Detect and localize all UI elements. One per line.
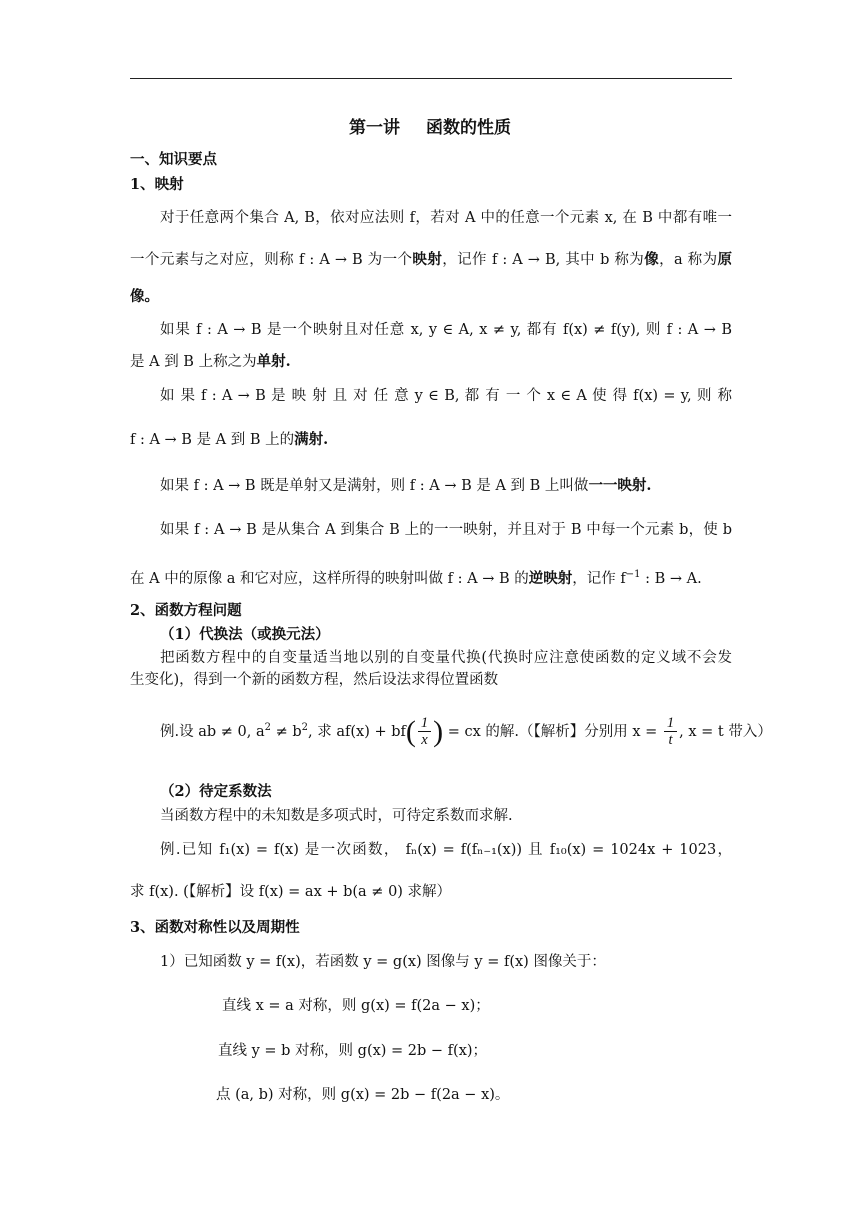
injection-line1: 如果 f : A → B 是一个映射且对任意 x, y ∈ A, x ≠ y, 都有 f(x) ≠ f(y), 则 f : A → B	[160, 322, 732, 338]
inverse-line2	[130, 565, 702, 589]
method-undetermined-coefficients: （2）待定系数法	[160, 783, 272, 800]
page-title	[0, 118, 860, 138]
term-bijection: 一一映射.	[588, 477, 652, 494]
section-symmetry-periodicity: 3、函数对称性以及周期性	[130, 919, 300, 936]
fraction-denominator: t	[668, 732, 673, 749]
surjection-line1: 如 果 f : A → B 是 映 射 且 对 任 意 y ∈ B, 都 有 一 个 x ∈ A 使 得 f(x) = y, 则 称	[160, 388, 732, 404]
inverse-line1: 如果 f : A → B 是从集合 A 到集合 B 上的一一映射，并且对于 B 中每一个元素 b，使 b	[160, 522, 732, 538]
undetermined-coefficients-desc: 当函数方程中的未知数是多项式时，可待定系数而求解.	[160, 808, 513, 824]
text-run: ，记作 f : A → B, 其中 b 称为	[442, 252, 645, 268]
text-run: = cx 的解.（【解析】分别用 x =	[443, 723, 662, 740]
text-run: 如果 f : A → B 既是单射又是满射，则 f : A → B 是 A 到 B 上叫做	[160, 478, 589, 494]
term-injection: 单射.	[256, 353, 291, 370]
title-part1: 第一讲	[349, 118, 400, 138]
symmetry-case-line-y: 直线 y = b 对称，则 g(x) = 2b − f(x)；	[218, 1043, 488, 1059]
section-functional-equations: 2、函数方程问题	[130, 602, 242, 619]
header-rule	[130, 78, 732, 79]
mapping-def-line2	[130, 250, 732, 270]
substitution-desc-line1: 把函数方程中的自变量适当地以别的自变量代换(代换时应注意使函数的定义域不会发	[160, 650, 732, 666]
text-run: 在 A 中的原像 a 和它对应，这样所得的映射叫做 f : A → B 的	[130, 570, 529, 587]
symmetry-case-line-x: 直线 x = a 对称，则 g(x) = f(2a − x)；	[222, 998, 490, 1014]
symmetry-case-point: 点 (a, b) 对称，则 g(x) = 2b − f(2a − x)。	[216, 1087, 510, 1103]
mapping-def-line1: 对于任意两个集合 A, B，依对应法则 f，若对 A 中的任意一个元素 x, 在 B 中都有唯一	[160, 210, 732, 226]
text-run: 一个元素与之对应，则称 f : A → B 为一个	[130, 252, 413, 268]
text-run: ≠ b	[270, 723, 302, 740]
text-run: ，a 称为	[659, 252, 718, 268]
title-part2: 函数的性质	[426, 118, 511, 138]
example-2-line2: 求 f(x). (【解析】设 f(x) = ax + b(a ≠ 0) 求解）	[130, 884, 452, 900]
paren-right: )	[433, 714, 444, 748]
fraction-1-over-x	[418, 715, 431, 748]
substitution-desc-line2: 生变化)，得到一个新的函数方程，然后设法求得位置函数	[130, 672, 499, 688]
text-run: , 求 af(x) + bf	[308, 723, 406, 740]
fraction-numerator: 1	[418, 715, 431, 732]
injection-line2	[130, 352, 291, 372]
term-surjection: 满射.	[294, 431, 329, 448]
paren-left: (	[405, 714, 416, 748]
superscript: −1	[625, 569, 641, 580]
text-run: : B → A.	[640, 570, 702, 587]
text-run: 例.设 ab ≠ 0, a	[160, 723, 265, 740]
mapping-def-line3: 像。	[130, 288, 159, 305]
text-run: ，记作 f	[572, 570, 626, 587]
section-heading-knowledge: 一、知识要点	[130, 151, 217, 168]
subsection-mapping: 1、映射	[130, 176, 184, 193]
text-run: , x = t 带入）	[679, 723, 772, 740]
text-run: f : A → B 是 A 到 B 上的	[130, 432, 295, 448]
superscript: 2	[301, 722, 309, 733]
fraction-denominator: x	[421, 732, 428, 749]
fraction-numerator: 1	[664, 715, 677, 732]
term-preimage-part1: 原	[717, 251, 733, 268]
text-run: 是 A 到 B 上称之为	[130, 354, 257, 370]
example-1	[160, 708, 772, 752]
bijection-line	[160, 476, 652, 496]
symmetry-item-1: 1）已知函数 y = f(x)，若函数 y = g(x) 图像与 y = f(x) 图像关于：	[160, 954, 606, 970]
term-mapping: 映射	[412, 251, 443, 268]
surjection-line2	[130, 430, 328, 450]
term-inverse-mapping: 逆映射	[528, 569, 573, 587]
fraction-1-over-t	[664, 715, 677, 748]
method-substitution: （1）代换法（或换元法）	[160, 626, 330, 643]
superscript: 2	[264, 722, 271, 733]
term-image: 像	[644, 251, 660, 268]
example-2-line1: 例.已知 f₁(x) = f(x) 是一次函数， fₙ(x) = f(fₙ₋₁(x)) 且 f₁₀(x) = 1024x + 1023，	[160, 842, 732, 858]
